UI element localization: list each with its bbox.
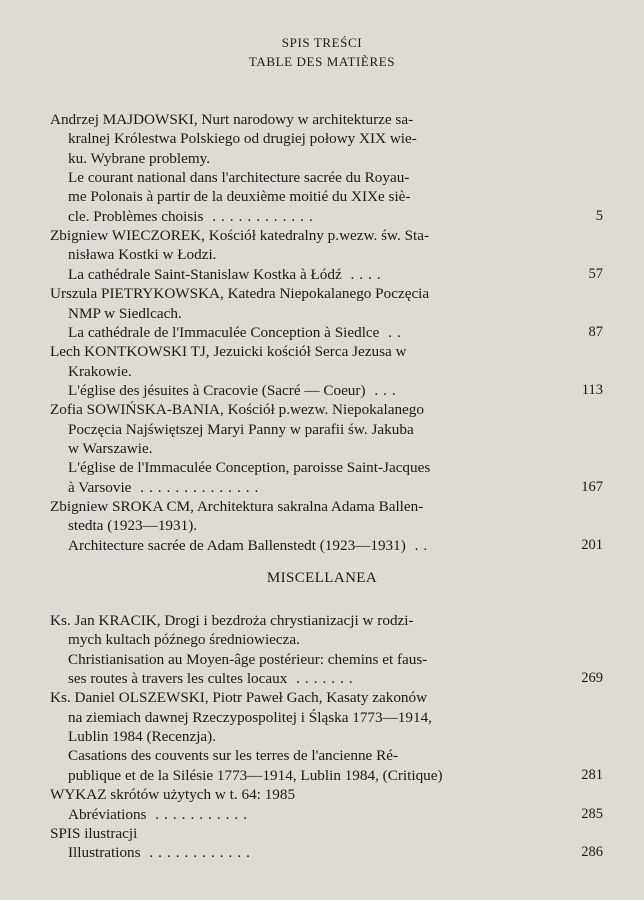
toc-line-text: Krakowie.: [68, 362, 132, 380]
miscellanea-heading: MISCELLANEA: [266, 570, 378, 586]
toc-line: [68, 187, 644, 206]
page-number: 87: [588, 323, 603, 340]
toc-line: [68, 746, 644, 765]
toc-line: [68, 362, 644, 381]
toc-line: [50, 497, 644, 516]
toc-line-text: Poczęcia Najświętszej Maryi Panny w parafii św. Jakuba: [68, 420, 414, 438]
toc-line: [50, 110, 644, 129]
toc-line: [68, 168, 644, 187]
toc-line: [68, 420, 644, 439]
page-title-french: TABLE DES MATIÈRES: [248, 54, 396, 69]
page-number: 286: [581, 844, 603, 861]
toc-line-text: stedta (1923—1931).: [68, 517, 198, 535]
toc-line: [68, 265, 644, 284]
dot-leader: ...........: [146, 805, 253, 823]
toc-line: [68, 843, 644, 862]
toc-line-text: Ks. Jan KRACIK, Drogi i bezdroża chrystianizacji w rodzi-: [50, 612, 414, 629]
toc-line: [50, 342, 644, 361]
dot-leader: ...: [365, 381, 401, 399]
toc-line: [68, 323, 644, 342]
toc-line: [68, 149, 644, 168]
page-number: 285: [581, 805, 603, 822]
toc-line-text: à Varsovie: [68, 478, 132, 496]
dot-leader: ..: [405, 536, 433, 554]
dot-leader: ..............: [131, 478, 264, 496]
toc-line-text: w Warszawie.: [68, 439, 153, 457]
toc-line-text: Zofia SOWIŃSKA-BANIA, Kościół p.wezw. Niepokalanego: [50, 401, 424, 419]
toc-line-text: L'église des jésuites à Cracovie (Sacré — Coeur): [68, 381, 366, 399]
toc-line-text: Casations des couvents sur les terres de l'ancienne Ré-: [68, 747, 399, 765]
dot-leader: ..: [379, 323, 406, 341]
toc-line: [68, 304, 644, 323]
toc-line: [68, 805, 644, 824]
dot-leader: .......: [287, 670, 358, 688]
page-number: 167: [581, 478, 603, 495]
toc-line: [68, 727, 644, 746]
toc-line: [68, 478, 644, 497]
toc-line: [68, 669, 644, 688]
dot-leader: ............: [203, 207, 318, 225]
toc-line-text: NMP w Siedlcach.: [68, 304, 182, 322]
toc-line: [50, 785, 644, 804]
toc-line-text: me Polonais à partir de la deuxième moitié du XIXe siè-: [68, 188, 411, 206]
toc-line-text: Le courant national dans l'architecture sacrée du Royau-: [68, 169, 410, 187]
toc-line-text: na ziemiach dawnej Rzeczypospolitej i Śląska 1773—1914,: [68, 708, 432, 726]
toc-line-text: Abréviations: [68, 805, 147, 823]
toc-line-text: Zbigniew WIECZOREK, Kościół katedralny p.wezw. św. Sta-: [50, 227, 430, 245]
dot-leader: ............: [140, 844, 255, 862]
page-number: 281: [581, 766, 603, 783]
page-title-polish: SPIS TREŚCI: [281, 35, 363, 50]
page-number: 269: [581, 670, 603, 687]
toc-line-text: Lech KONTKOWSKI TJ, Jezuicki kościół Serca Jezusa w: [50, 343, 407, 361]
toc-line: [68, 536, 644, 555]
toc-line-text: publique et de la Silésie 1773—1914, Lublin 1984, (Critique): [68, 766, 443, 784]
toc-line: [50, 226, 644, 245]
toc-line-text: Architecture sacrée de Adam Ballenstedt (1923—1931): [68, 536, 406, 554]
toc-line: [68, 439, 644, 458]
toc-line-text: cle. Problèmes choisis: [68, 207, 204, 225]
page-number: 5: [595, 207, 603, 224]
page-number: 113: [581, 381, 603, 398]
toc-line: [68, 516, 644, 535]
dot-leader: ....: [341, 265, 386, 283]
page-number: 57: [588, 265, 603, 282]
toc-line: [68, 708, 644, 727]
toc-line-text: Andrzej MAJDOWSKI, Nurt narodowy w architekturze sa-: [50, 111, 414, 128]
page-number: 201: [581, 536, 603, 553]
toc-line: [50, 284, 644, 303]
toc-line: [68, 129, 644, 148]
toc-line: [68, 245, 644, 264]
toc-line: [50, 400, 644, 419]
toc-line-text: kralnej Królestwa Polskiego od drugiej połowy XIX wie-: [68, 130, 417, 148]
toc-line: [68, 207, 644, 226]
toc-line-text: Christianisation au Moyen-âge postérieur: chemins et faus-: [68, 650, 428, 668]
toc-line-text: L'église de l'Immaculée Conception, paroisse Saint-Jacques: [68, 459, 431, 477]
toc-line-text: Ks. Daniel OLSZEWSKI, Piotr Paweł Gach, Kasaty zakonów: [50, 689, 428, 707]
toc-line-text: ku. Wybrane problemy.: [68, 149, 211, 167]
toc-line-text: Zbigniew SROKA CM, Architektura sakralna Adama Ballen-: [50, 498, 424, 515]
toc-line: [68, 650, 644, 669]
toc-line-text: La cathédrale de l'Immaculée Conception à Siedlce: [68, 323, 380, 341]
toc-line-text: SPIS ilustracji: [50, 824, 138, 842]
toc-line: [68, 630, 644, 649]
toc-line: [50, 611, 644, 630]
toc-line: [50, 688, 644, 707]
toc-line: [68, 458, 644, 477]
toc-line-text: La cathédrale Saint-Stanislaw Kostka à Łódź: [68, 265, 342, 283]
toc-line: [68, 381, 644, 400]
toc-line-text: Illustrations: [68, 844, 141, 862]
toc-line-text: nisława Kostki w Łodzi.: [68, 246, 217, 264]
toc-line: [68, 766, 644, 785]
toc-line-text: mych kultach późnego średniowiecza.: [68, 631, 300, 649]
toc-line-text: Urszula PIETRYKOWSKA, Katedra Niepokalanego Poczęcia: [50, 285, 430, 303]
toc-line-text: Lublin 1984 (Recenzja).: [68, 728, 217, 746]
toc-line-text: WYKAZ skrótów użytych w t. 64: 1985: [50, 786, 296, 804]
toc-line: [50, 824, 644, 843]
toc-line-text: ses routes à travers les cultes locaux: [68, 670, 288, 688]
